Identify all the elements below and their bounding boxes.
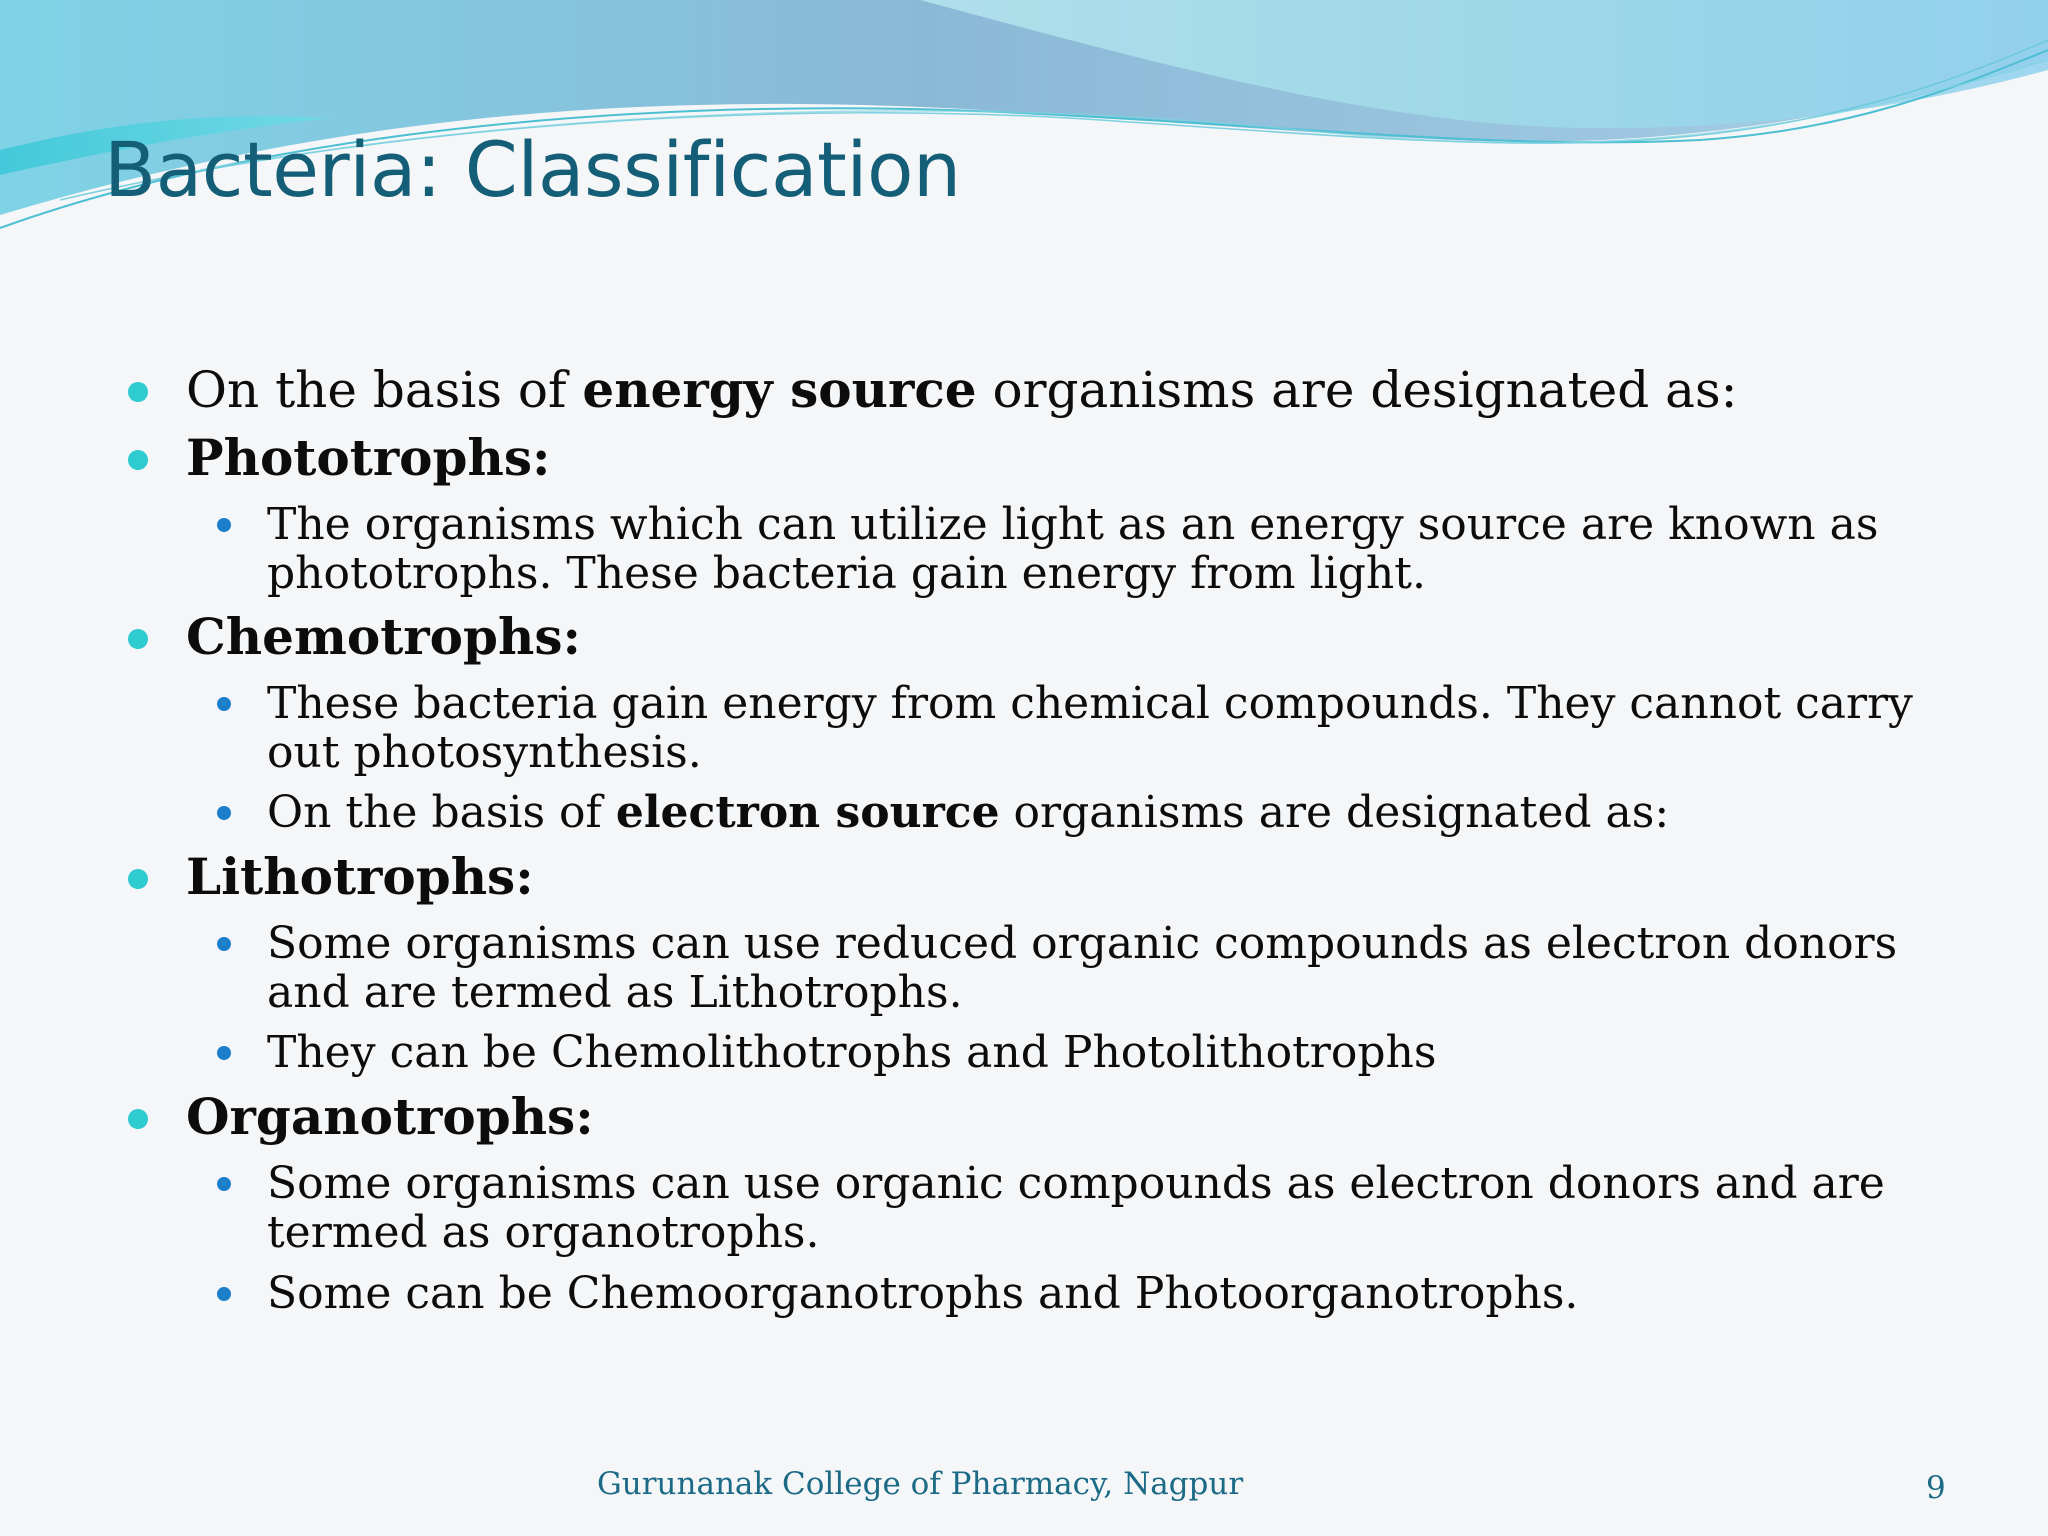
bullet-organotrophs: [186, 1089, 594, 1145]
bullet-heading: Organotrophs:: [186, 1087, 594, 1146]
bullet-dot: [128, 1109, 148, 1129]
sub-bullet-electron-source: [267, 788, 1669, 837]
bullet-phototrophs: [186, 430, 550, 486]
footer-institution: Gurunanak College of Pharmacy, Nagpur: [597, 1466, 1244, 1502]
bullet-dot: [128, 382, 148, 402]
sub-bullet-line: They can be Chemolithotrophs and Photolithotrophs: [267, 1027, 1437, 1078]
sub-bullet-line: Some organisms can use reduced organic compounds as electron donors: [267, 918, 1898, 969]
sub-bullet-dot: [217, 937, 231, 951]
bullet-text: On the basis of: [186, 361, 583, 419]
sub-bullet-line: and are termed as Lithotrophs.: [267, 967, 963, 1018]
sub-bullet-dot: [217, 697, 231, 711]
bullet-text: organisms are designated as:: [999, 787, 1670, 838]
bullet-lithotrophs: [186, 849, 534, 905]
sub-bullet-line: termed as organotrophs.: [267, 1207, 820, 1258]
bullet-heading: Lithotrophs:: [186, 847, 534, 906]
sub-bullet-dot: [217, 518, 231, 532]
bullet-bold-text: electron source: [615, 787, 1000, 838]
bullet-energy-source: [186, 362, 1737, 418]
page-number: 9: [1926, 1470, 1946, 1506]
bullet-text: organisms are designated as:: [976, 361, 1738, 419]
sub-bullet-line: The organisms which can utilize light as an energy source are known as: [267, 499, 1879, 550]
bullet-heading: Chemotrophs:: [186, 607, 581, 666]
bullet-chemotrophs: [186, 609, 581, 665]
sub-bullet-dot: [217, 806, 231, 820]
sub-bullet-line: phototrophs. These bacteria gain energy from light.: [267, 548, 1426, 599]
bullet-dot: [128, 869, 148, 889]
bullet-text: On the basis of: [267, 787, 616, 838]
bullet-heading: Phototrophs:: [186, 428, 551, 487]
sub-bullet-dot: [217, 1046, 231, 1060]
sub-bullet-line: Some organisms can use organic compounds as electron donors and are: [267, 1158, 1885, 1209]
bullet-dot: [128, 450, 148, 470]
sub-bullet-line: Some can be Chemoorganotrophs and Photoorganotrophs.: [267, 1268, 1579, 1319]
sub-bullet-line: These bacteria gain energy from chemical compounds. They cannot carry: [267, 678, 1913, 729]
sub-bullet-line: out photosynthesis.: [267, 727, 702, 778]
slide-title: Bacteria: Classification: [104, 125, 961, 214]
bullet-dot: [128, 629, 148, 649]
sub-bullet-dot: [217, 1287, 231, 1301]
bullet-bold-text: energy source: [582, 360, 977, 419]
sub-bullet-dot: [217, 1177, 231, 1191]
